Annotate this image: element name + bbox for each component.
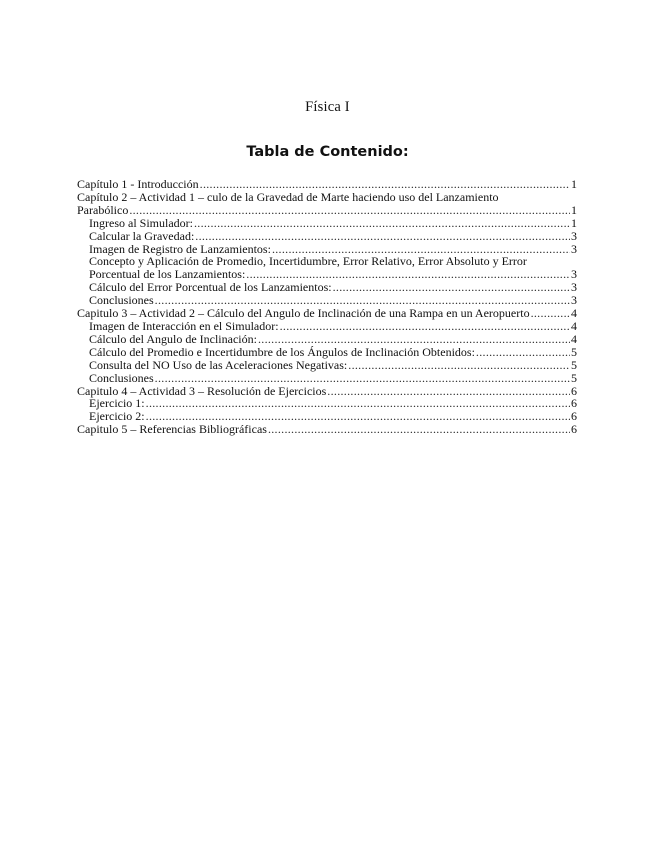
toc-page-number: 5 [571, 370, 577, 385]
toc-leader-dots [155, 372, 570, 385]
toc-page-number: 3 [571, 293, 577, 308]
toc-leader-dots [129, 204, 570, 217]
toc-entry-text: Consulta del NO Uso de las Aceleraciones Negativas: [89, 357, 348, 372]
toc-leader-dots [200, 178, 570, 191]
toc-entry-text: Calcular la Gravedad: [89, 228, 195, 243]
toc-entry-ejercicio-1 [77, 397, 577, 410]
toc-entry-text: Ingreso al Simulador: [89, 215, 193, 230]
page-header: Física I [305, 99, 350, 115]
toc-leader-dots [258, 333, 570, 346]
toc-entry-text: Porcentual de los Lanzamientos: [89, 267, 246, 282]
toc-entry-conclusiones-2 [77, 372, 577, 385]
toc-leader-dots [476, 346, 570, 359]
toc-page-number: 6 [571, 422, 577, 437]
toc-entry-text-line1: Capítulo 2 – Actividad 1 – culo de la Gravedad de Marte haciendo uso del Lanzamiento [77, 189, 499, 204]
toc-leader-dots [280, 320, 570, 333]
toc-leader-dots [268, 423, 570, 436]
toc-entry-text: Imagen de Interacción en el Simulador: [89, 318, 279, 333]
toc-entry-text: Conclusiones [89, 293, 154, 308]
toc-page-number: 1 [571, 177, 577, 191]
toc-entry-text: Imagen de Registro de Lanzamientos: [89, 241, 271, 256]
toc-page-number: 6 [571, 396, 577, 411]
table-of-contents [77, 178, 577, 436]
toc-entry-chapter-5 [77, 423, 577, 436]
toc-page-number: 3 [571, 280, 577, 295]
toc-page-number: 5 [571, 357, 577, 372]
toc-entry-text: Capítulo 1 - Introducción [77, 177, 199, 191]
toc-entry-text: Ejercicio 2: [89, 409, 145, 424]
toc-page-number: 4 [571, 318, 577, 333]
toc-page-number: 6 [571, 409, 577, 424]
toc-page-number: 3 [571, 267, 577, 282]
toc-page-number: 1 [571, 202, 577, 217]
toc-entry-text: Cálculo del Error Porcentual de los Lanzamientos: [89, 280, 332, 295]
toc-page-number: 3 [571, 241, 577, 256]
toc-entry-chapter-2 [77, 191, 577, 217]
toc-entry-text: Parabólico [77, 202, 129, 217]
toc-leader-dots [146, 397, 570, 410]
toc-entry-chapter-4 [77, 385, 577, 398]
toc-leader-dots [327, 385, 570, 398]
toc-entry-calculo-promedio [77, 346, 577, 359]
toc-page-number: 1 [571, 215, 577, 230]
toc-page-number: 4 [571, 306, 577, 321]
toc-title: Tabla de Contenido: [246, 144, 409, 160]
toc-entry-text: Ejercicio 1: [89, 396, 145, 411]
toc-entry-ingreso-simulador [77, 217, 577, 230]
toc-entry-calculo-angulo [77, 333, 577, 346]
toc-entry-text-line1: Concepto y Aplicación de Promedio, Incertidumbre, Error Relativo, Error Absoluto y Error [89, 254, 527, 269]
toc-entry-calcular-gravedad [77, 230, 577, 243]
toc-entry-imagen-interaccion [77, 320, 577, 333]
toc-entry-chapter-1 [77, 178, 577, 191]
toc-leader-dots [348, 359, 570, 372]
toc-entry-text: Capitulo 4 – Actividad 3 – Resolución de Ejercicios [77, 383, 327, 398]
toc-page-number: 3 [571, 228, 577, 243]
toc-entry-text: Capitulo 3 – Actividad 2 – Cálculo del Angulo de Inclinación de una Rampa en un Aeropuerto [77, 306, 530, 321]
toc-page-number: 6 [571, 383, 577, 398]
toc-leader-dots [333, 281, 570, 294]
toc-entry-concepto-promedio [77, 255, 577, 281]
toc-entry-text: Cálculo del Promedio e Incertidumbre de los Ángulos de Inclinación Obtenidos: [89, 344, 475, 359]
toc-page-number: 4 [571, 331, 577, 346]
toc-leader-dots [531, 307, 570, 320]
toc-entry-text: Cálculo del Angulo de Inclinación: [89, 331, 257, 346]
toc-leader-dots [195, 230, 570, 243]
toc-entry-text: Conclusiones [89, 370, 154, 385]
toc-entry-text: Capitulo 5 – Referencias Bibliográficas [77, 422, 267, 437]
toc-page-number: 5 [571, 344, 577, 359]
toc-leader-dots [194, 217, 570, 230]
toc-entry-consulta-aceleraciones [77, 359, 577, 372]
